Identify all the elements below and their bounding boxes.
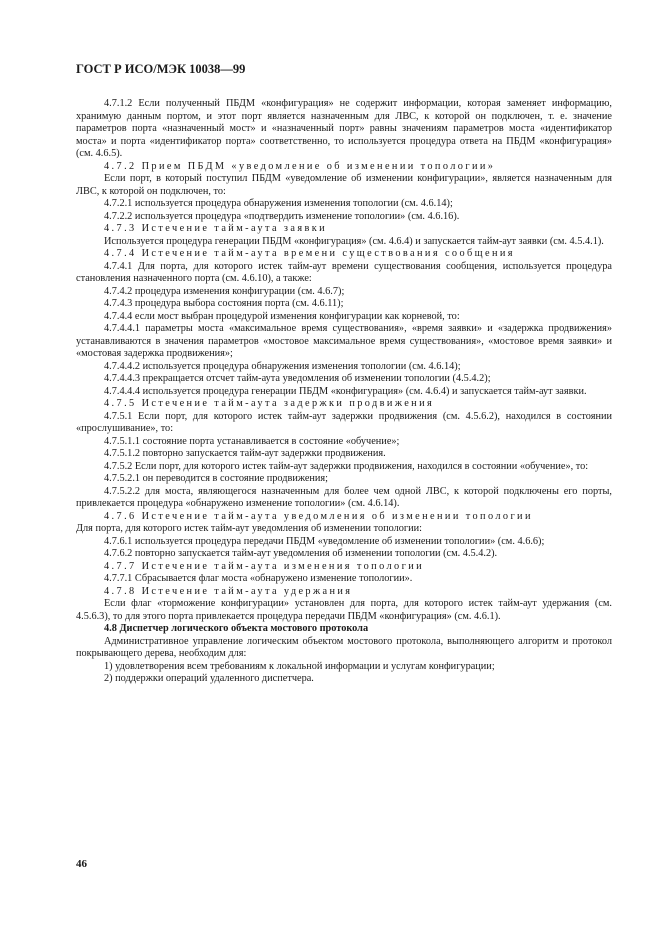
paragraph: 4.7.6.2 повторно запускается тайм-аут уведомления об изменении топологии (см. 4.5.4.2).: [104, 548, 498, 559]
section-heading: 4.8 Диспетчер логического объекта мостового протокола: [104, 623, 369, 634]
paragraph: 4.7.4.1 Для порта, для которого истек тайм-аут времени существования сообщения, используется процедура становления назначенного порта (см. 4.6.10), а также:: [76, 260, 612, 284]
subsection-heading: 4.7.3 Истечение тайм-аута заявки: [104, 223, 328, 234]
paragraph: 4.7.5.1.1 состояние порта устанавливается в состояние «обучение»;: [104, 435, 400, 447]
page-number: 46: [76, 858, 87, 870]
subsection-heading: 4.7.4 Истечение тайм-аута времени существования сообщения: [104, 248, 515, 259]
paragraph: 4.7.4.4.2 используется процедура обнаружения изменения топологии (см. 4.6.14);: [104, 360, 461, 372]
paragraph: 4.7.4.4 если мост выбран процедурой изменения конфигурации как корневой, то:: [104, 310, 460, 322]
paragraph: 4.7.4.4.1 параметры моста «максимальное время существования», «время заявки» и «задержка продвижения» устанавливаются в значения параметров «мостовое максимальное время существования», «мостовое время заявки» и «мостовая задержка продвижения»;: [76, 323, 612, 359]
subsection-heading: 4.7.2 Прием ПБДМ «уведомление об изменении топологии»: [104, 160, 496, 172]
paragraph: 4.7.7.1 Сбрасывается флаг моста «обнаружено изменение топологии».: [104, 573, 413, 584]
paragraph: 4.7.4.3 процедура выбора состояния порта (см. 4.6.11);: [104, 298, 344, 309]
paragraph: 4.7.2.2 используется процедура «подтвердить изменение топологии» (см. 4.6.16).: [104, 210, 460, 222]
paragraph: 4.7.5.1.2 повторно запускается тайм-аут задержки продвижения.: [104, 448, 386, 459]
paragraph: 4.7.2.1 используется процедура обнаружения изменения топологии (см. 4.6.14);: [104, 198, 453, 209]
subsection-heading: 4.7.6 Истечение тайм-аута уведомления об изменении топологии: [104, 510, 533, 522]
paragraph: 4.7.1.2 Если полученный ПБДМ «конфигурация» не содержит информации, которая заменяет информацию, хранимую данным портом, и этот порт является назначенным для ЛВС, к которой он подключен, т. е. значение параметров порта «назначенный мост» и «назначенный порт» равны значениям параметров моста «идентификатор моста» и порта «идентификатор порта» соответственно, то используется процедура ответа на ПБДМ «конфигурация» (см. 4.6.5).: [76, 98, 612, 159]
paragraph: 4.7.4.4.3 прекращается отсчет тайм-аута уведомления об изменении топологии (4.5.4.2);: [104, 373, 491, 384]
list-item: 2) поддержки операций удаленного диспетчера.: [104, 673, 314, 684]
document-header: ГОСТ Р ИСО/МЭК 10038—99: [76, 62, 246, 76]
paragraph: Используется процедура генерации ПБДМ «конфигурация» (см. 4.6.4) и запускается тайм-аут заявки (см. 4.5.4.1).: [104, 235, 604, 247]
paragraph: 4.7.5.2.1 он переводится в состояние продвижения;: [104, 473, 329, 484]
paragraph: 4.7.4.2 процедура изменения конфигурации (см. 4.6.7);: [104, 285, 345, 297]
list-item: 1) удовлетворения всем требованиям к локальной информации и услугам конфигурации;: [104, 660, 495, 672]
subsection-heading: 4.7.7 Истечение тайм-аута изменения топологии: [104, 560, 425, 572]
paragraph: Если порт, в который поступил ПБДМ «уведомление об изменении конфигурации», является назначенным для ЛВС, к которой он подключен, то:: [76, 173, 612, 197]
document-body: [76, 98, 612, 686]
paragraph: Для порта, для которого истек тайм-аут уведомления об изменении топологии:: [76, 523, 423, 534]
paragraph: Административное управление логическим объектом мостового протокола, выполняющего алгоритм и протокол покрывающего дерева, необходим для:: [76, 635, 612, 659]
subsection-heading: 4.7.8 Истечение тайм-аута удержания: [104, 585, 353, 597]
paragraph: 4.7.5.1 Если порт, для которого истек тайм-аут задержки продвижения (см. 4.5.6.2), находился в состоянии «прослушивание», то:: [76, 410, 612, 434]
paragraph: 4.7.6.1 используется процедура передачи ПБДМ «уведомление об изменении топологии» (см. 4.6.6);: [104, 535, 545, 547]
paragraph: Если флаг «торможение конфигурации» установлен для порта, для которого истек тайм-аут удержания (см. 4.5.6.3), то для этого порта привлекается процедура передачи ПБДМ «конфигурация» (см. 4.6.1).: [76, 598, 612, 622]
paragraph: 4.7.5.2.2 для моста, являющегося назначенным для более чем одной ЛВС, к которой подключены его порты, привлекается процедура «обнаружено изменение топологии» (см. 4.6.14).: [76, 485, 612, 509]
paragraph: 4.7.5.2 Если порт, для которого истек тайм-аут задержки продвижения, находился в состоянии «обучение», то:: [104, 460, 589, 472]
paragraph: 4.7.4.4.4 используется процедура генерации ПБДМ «конфигурация» (см. 4.6.4) и запускается тайм-аут заявки.: [104, 385, 587, 397]
subsection-heading: 4.7.5 Истечение тайм-аута задержки продвижения: [104, 398, 435, 409]
